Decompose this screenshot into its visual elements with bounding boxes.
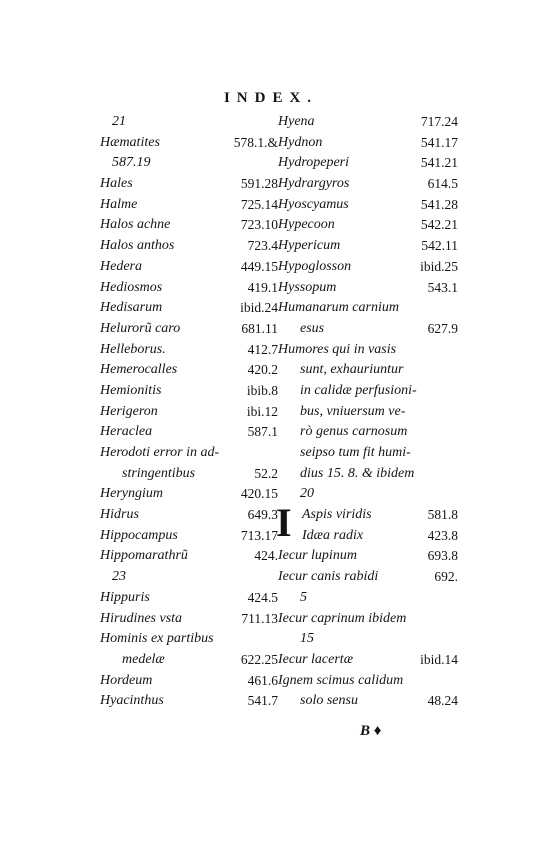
index-entry: Helleborus. 412.7 [100,341,278,357]
index-entry: esus 627.9 [300,320,458,336]
index-entry: Hyoscyamus 541.28 [278,196,458,212]
index-entry: Iecur caprinum ibidem [278,610,407,626]
left-index-column [100,112,278,712]
index-entry: Hyacinthus 541.7 [100,693,278,709]
index-entry: Ignem scimus calidum [278,672,404,688]
index-entry: Hydrargyros 614.5 [278,176,458,192]
index-entry: Hydnon 541.17 [278,134,458,150]
index-entry: 587.19 [112,155,151,171]
index-entry: rò genus carnosum [300,424,408,440]
index-entry: Herodoti error in ad- [100,445,220,460]
index-entry: 15 [300,631,314,647]
index-entry: Hypericum 542.11 [278,238,458,254]
index-entry: Hæmatites 578.1.& [100,134,278,150]
index-entry: in calidæ perfusioni- [300,382,417,398]
index-entry: Heryngium 420.15 [100,486,278,502]
index-entry: Hemionitis ibib.8 [100,382,278,398]
index-entry: Hedisarum ibid.24 [100,300,278,316]
index-entry: Halos anthos 723.4 [100,238,278,254]
index-entry: Humanarum carnium [278,300,399,316]
index-entry: Idæa radix 423.8 [302,527,458,543]
index-entry: Helurorũ caro 681.11 [100,320,278,336]
index-entry: Hediosmos 419.1 [100,279,278,295]
index-entry: 20 [300,486,314,502]
index-entry: Hales 591.28 [100,176,278,192]
index-entry: Halme 725.14 [100,196,278,212]
index-entry: Herigeron ibi.12 [100,403,278,419]
right-index-column [278,112,458,712]
index-entry: Hirudines vsta 711.13 [100,610,278,626]
index-entry: dius 15. 8. & ibidem [300,465,415,481]
index-entry: bus, vniuersum ve- [300,403,406,419]
index-entry: Hippuris 424.5 [100,589,278,605]
index-entry: Iecur canis rabidi 692. [278,569,458,585]
index-entry: Heraclea 587.1 [100,424,278,440]
index-entry: stringentibus 52.2 [122,465,278,481]
index-entry: 5 [300,589,307,605]
index-entry: Iecur lacertæ ibid.14 [278,651,458,667]
signature-mark: B ♦ [360,723,382,739]
index-entry: Humores qui in vasis [278,341,397,357]
index-entry: seipso tum fit humi- [300,445,411,460]
index-entry: Hyssopum 543.1 [278,279,458,295]
index-entry: Iecur lupinum 693.8 [278,548,458,564]
index-entry: Hedera 449.15 [100,258,278,274]
index-entry: 23 [112,569,126,585]
index-entry: sunt, exhauriuntur [300,362,404,378]
index-entry: Hemerocalles 420.2 [100,362,278,378]
index-entry: Hypecoon 542.21 [278,217,458,233]
index-entry: Hominis ex partibus [100,631,214,647]
drop-initial: I [276,500,292,546]
index-entry: Hippomarathrũ 424. [100,548,278,564]
index-entry: Hippocampus 713.17 [100,527,278,543]
page-header: INDEX. [223,90,319,106]
index-entry: Hypoglosson ibid.25 [278,258,458,274]
index-entry: Hydropeperi 541.21 [278,155,458,171]
index-entry: Hordeum 461.6 [100,672,278,688]
index-entry: Halos achne 723.10 [100,217,278,233]
index-entry: Hyena 717.24 [278,114,458,129]
index-entry: 21 [112,114,126,129]
index-entry: I Aspis viridis 581.8 [276,500,458,546]
index-entry: solo sensu 48.24 [300,693,458,709]
index-entry: medelæ 622.25 [122,651,278,667]
index-entry: Hidrus 649.3 [100,507,278,523]
